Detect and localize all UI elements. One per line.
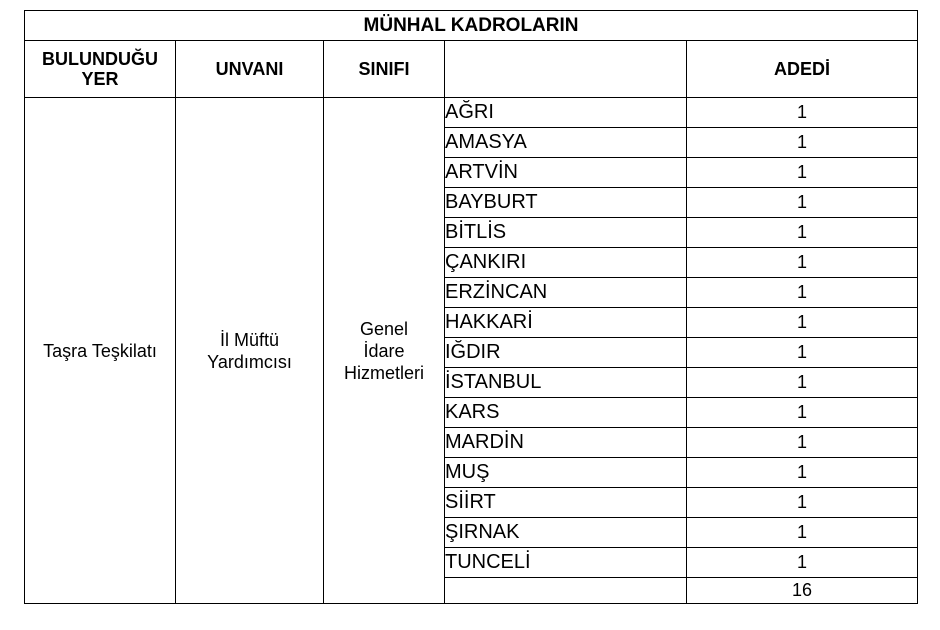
count-cell: 1 <box>687 188 918 218</box>
province-cell: MARDİN <box>445 428 687 458</box>
title-cell: İl Müftü Yardımcısı <box>176 98 324 604</box>
province-cell: ARTVİN <box>445 158 687 188</box>
count-cell: 1 <box>687 128 918 158</box>
total-label-cell <box>445 578 687 604</box>
header-class: SINIFI <box>324 41 445 98</box>
count-cell: 1 <box>687 218 918 248</box>
count-cell: 1 <box>687 428 918 458</box>
province-cell: BAYBURT <box>445 188 687 218</box>
province-cell: İSTANBUL <box>445 368 687 398</box>
province-cell: IĞDIR <box>445 338 687 368</box>
table-title: MÜNHAL KADROLARIN <box>25 11 918 41</box>
province-cell: TUNCELİ <box>445 548 687 578</box>
province-cell: SİİRT <box>445 488 687 518</box>
count-cell: 1 <box>687 458 918 488</box>
table-title-row <box>25 11 918 41</box>
count-cell: 1 <box>687 398 918 428</box>
header-province <box>445 41 687 98</box>
province-cell: MUŞ <box>445 458 687 488</box>
province-cell: ŞIRNAK <box>445 518 687 548</box>
location-cell: Taşra Teşkilatı <box>25 98 176 604</box>
table-body <box>25 98 918 604</box>
header-location: BULUNDUĞU YER <box>25 41 176 98</box>
province-cell: AMASYA <box>445 128 687 158</box>
table-header-row <box>25 41 918 98</box>
count-cell: 1 <box>687 368 918 398</box>
count-cell: 1 <box>687 308 918 338</box>
total-count-cell: 16 <box>687 578 918 604</box>
count-cell: 1 <box>687 248 918 278</box>
vacant-positions-table <box>24 10 918 604</box>
header-count: ADEDİ <box>687 41 918 98</box>
count-cell: 1 <box>687 548 918 578</box>
province-cell: KARS <box>445 398 687 428</box>
header-title: UNVANI <box>176 41 324 98</box>
province-cell: AĞRI <box>445 98 687 128</box>
province-cell: ÇANKIRI <box>445 248 687 278</box>
count-cell: 1 <box>687 518 918 548</box>
count-cell: 1 <box>687 338 918 368</box>
count-cell: 1 <box>687 158 918 188</box>
count-cell: 1 <box>687 278 918 308</box>
count-cell: 1 <box>687 98 918 128</box>
count-cell: 1 <box>687 488 918 518</box>
province-cell: HAKKARİ <box>445 308 687 338</box>
class-cell: Genel İdare Hizmetleri <box>324 98 445 604</box>
table-row <box>25 98 918 128</box>
province-cell: BİTLİS <box>445 218 687 248</box>
province-cell: ERZİNCAN <box>445 278 687 308</box>
